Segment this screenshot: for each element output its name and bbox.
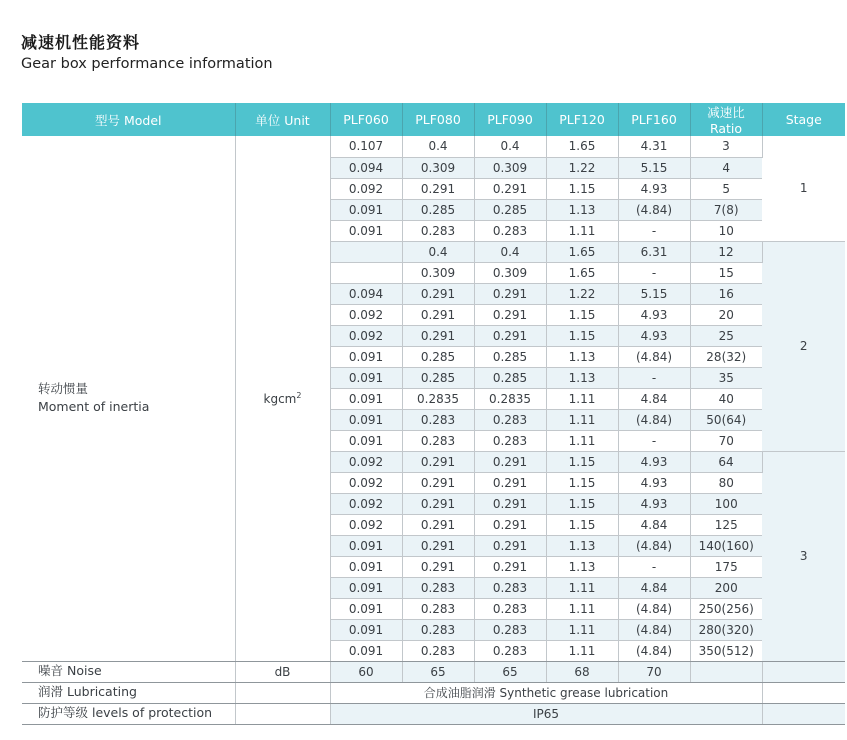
value-cell-plf120: 1.15 [546, 451, 618, 472]
value-cell-plf080: 0.291 [402, 556, 474, 577]
value-cell-plf090: 0.291 [474, 451, 546, 472]
ratio-cell: 175 [690, 556, 762, 577]
ratio-cell: 80 [690, 472, 762, 493]
value-cell-plf160: 4.31 [618, 136, 690, 157]
ratio-cell: 7(8) [690, 199, 762, 220]
protection-row [22, 703, 845, 724]
value-cell-plf060: 0.092 [330, 304, 402, 325]
ratio-cell: 350(512) [690, 640, 762, 661]
ratio-cell: 12 [690, 241, 762, 262]
noise-ratio-empty [690, 661, 762, 682]
value-cell-plf160: 4.93 [618, 178, 690, 199]
value-cell-plf060: 0.091 [330, 388, 402, 409]
column-header-plf090: PLF090 [474, 103, 546, 136]
value-cell-plf160: (4.84) [618, 598, 690, 619]
lubricating-stage-empty [762, 682, 845, 703]
ratio-cell: 125 [690, 514, 762, 535]
value-cell-plf080: 0.283 [402, 598, 474, 619]
performance-table [22, 103, 845, 725]
protection-stage-empty [762, 703, 845, 724]
value-cell-plf060: 0.092 [330, 472, 402, 493]
value-cell-plf090: 0.291 [474, 556, 546, 577]
value-cell-plf080: 0.283 [402, 577, 474, 598]
value-cell-plf060: 0.091 [330, 430, 402, 451]
protection-label: 防护等级 levels of protection [22, 703, 235, 724]
noise-label: 噪音 Noise [22, 661, 235, 682]
ratio-cell: 70 [690, 430, 762, 451]
value-cell-plf060: 0.092 [330, 178, 402, 199]
value-cell-plf080: 0.291 [402, 535, 474, 556]
value-cell-plf080: 0.291 [402, 493, 474, 514]
value-cell-plf120: 1.11 [546, 409, 618, 430]
stage-group-3: 3 [762, 451, 845, 661]
column-header-plf080: PLF080 [402, 103, 474, 136]
value-cell-plf080: 0.285 [402, 346, 474, 367]
value-cell-plf090: 0.283 [474, 577, 546, 598]
value-cell-plf090: 0.283 [474, 220, 546, 241]
column-header-plf060: PLF060 [330, 103, 402, 136]
ratio-cell: 250(256) [690, 598, 762, 619]
value-cell-plf120: 1.13 [546, 535, 618, 556]
value-cell-plf090: 0.4 [474, 136, 546, 157]
value-cell-plf060: 0.091 [330, 598, 402, 619]
value-cell-plf160: - [618, 220, 690, 241]
column-header-plf160: PLF160 [618, 103, 690, 136]
value-cell-plf120: 1.22 [546, 157, 618, 178]
page-header [21, 30, 273, 72]
noise-unit: dB [235, 661, 330, 682]
lubricating-unit-empty [235, 682, 330, 703]
value-cell-plf080: 0.291 [402, 304, 474, 325]
value-cell-plf120: 1.13 [546, 199, 618, 220]
value-cell-plf080: 0.4 [402, 241, 474, 262]
value-cell-plf060 [330, 262, 402, 283]
ratio-cell: 35 [690, 367, 762, 388]
value-cell-plf160: (4.84) [618, 199, 690, 220]
value-cell-plf060: 0.091 [330, 619, 402, 640]
value-cell-plf060: 0.091 [330, 346, 402, 367]
value-cell-plf160: - [618, 430, 690, 451]
value-cell-plf090: 0.2835 [474, 388, 546, 409]
value-cell-plf160: (4.84) [618, 619, 690, 640]
value-cell-plf160: - [618, 262, 690, 283]
value-cell-plf060: 0.092 [330, 325, 402, 346]
lubricating-value: 合成油脂润滑 Synthetic grease lubrication [330, 682, 762, 703]
value-cell-plf080: 0.291 [402, 283, 474, 304]
value-cell-plf120: 1.13 [546, 367, 618, 388]
stage-group-2: 2 [762, 241, 845, 451]
value-cell-plf160: 4.84 [618, 577, 690, 598]
value-cell-plf060: 0.107 [330, 136, 402, 157]
lubricating-label: 润滑 Lubricating [22, 682, 235, 703]
ratio-cell: 50(64) [690, 409, 762, 430]
value-cell-plf090: 0.283 [474, 619, 546, 640]
value-cell-plf120: 1.65 [546, 262, 618, 283]
column-header-unit: 单位 Unit [235, 103, 330, 136]
page-title-zh: 减速机性能资料 [21, 33, 141, 52]
value-cell-plf120: 1.13 [546, 346, 618, 367]
noise-value-plf090: 65 [474, 661, 546, 682]
inertia-data-row [22, 136, 845, 157]
value-cell-plf160: (4.84) [618, 409, 690, 430]
value-cell-plf120: 1.11 [546, 388, 618, 409]
value-cell-plf090: 0.4 [474, 241, 546, 262]
ratio-cell: 4 [690, 157, 762, 178]
value-cell-plf160: (4.84) [618, 346, 690, 367]
value-cell-plf080: 0.309 [402, 262, 474, 283]
value-cell-plf080: 0.291 [402, 472, 474, 493]
value-cell-plf080: 0.283 [402, 430, 474, 451]
value-cell-plf160: 4.84 [618, 388, 690, 409]
value-cell-plf080: 0.283 [402, 409, 474, 430]
value-cell-plf120: 1.11 [546, 430, 618, 451]
value-cell-plf160: (4.84) [618, 640, 690, 661]
row-label-moment-of-inertia [22, 136, 235, 661]
value-cell-plf160: 4.93 [618, 472, 690, 493]
row-label-zh: 转动惯量 [38, 380, 89, 396]
value-cell-plf160: 4.93 [618, 325, 690, 346]
noise-value-plf080: 65 [402, 661, 474, 682]
unit-superscript: 2 [296, 390, 302, 400]
value-cell-plf120: 1.11 [546, 598, 618, 619]
value-cell-plf060: 0.092 [330, 451, 402, 472]
value-cell-plf120: 1.15 [546, 325, 618, 346]
value-cell-plf090: 0.285 [474, 367, 546, 388]
value-cell-plf120: 1.11 [546, 640, 618, 661]
noise-value-plf120: 68 [546, 661, 618, 682]
value-cell-plf090: 0.291 [474, 493, 546, 514]
value-cell-plf160: 5.15 [618, 157, 690, 178]
value-cell-plf160: (4.84) [618, 535, 690, 556]
value-cell-plf090: 0.285 [474, 346, 546, 367]
value-cell-plf080: 0.285 [402, 199, 474, 220]
value-cell-plf080: 0.285 [402, 367, 474, 388]
value-cell-plf160: - [618, 556, 690, 577]
value-cell-plf160: 4.84 [618, 514, 690, 535]
value-cell-plf060: 0.092 [330, 493, 402, 514]
value-cell-plf080: 0.309 [402, 157, 474, 178]
value-cell-plf120: 1.65 [546, 136, 618, 157]
value-cell-plf060: 0.091 [330, 640, 402, 661]
value-cell-plf080: 0.291 [402, 178, 474, 199]
value-cell-plf120: 1.11 [546, 619, 618, 640]
value-cell-plf090: 0.291 [474, 535, 546, 556]
value-cell-plf090: 0.283 [474, 409, 546, 430]
noise-value-plf060: 60 [330, 661, 402, 682]
ratio-cell: 100 [690, 493, 762, 514]
ratio-cell: 20 [690, 304, 762, 325]
ratio-cell: 28(32) [690, 346, 762, 367]
value-cell-plf060: 0.091 [330, 556, 402, 577]
value-cell-plf090: 0.291 [474, 283, 546, 304]
table-header-row [22, 103, 845, 136]
value-cell-plf160: 4.93 [618, 493, 690, 514]
value-cell-plf080: 0.283 [402, 619, 474, 640]
value-cell-plf060: 0.091 [330, 409, 402, 430]
unit-cell-kgcm2: kgcm$^2$ [235, 136, 330, 661]
value-cell-plf160: 5.15 [618, 283, 690, 304]
value-cell-plf120: 1.65 [546, 241, 618, 262]
value-cell-plf120: 1.15 [546, 304, 618, 325]
value-cell-plf160: - [618, 367, 690, 388]
value-cell-plf090: 0.291 [474, 472, 546, 493]
noise-value-plf160: 70 [618, 661, 690, 682]
value-cell-plf090: 0.309 [474, 262, 546, 283]
value-cell-plf060: 0.091 [330, 577, 402, 598]
value-cell-plf090: 0.283 [474, 598, 546, 619]
value-cell-plf080: 0.283 [402, 220, 474, 241]
value-cell-plf160: 6.31 [618, 241, 690, 262]
value-cell-plf080: 0.283 [402, 640, 474, 661]
value-cell-plf120: 1.11 [546, 220, 618, 241]
value-cell-plf120: 1.15 [546, 514, 618, 535]
value-cell-plf060: 0.091 [330, 535, 402, 556]
page-title-en: Gear box performance information [21, 56, 273, 72]
column-header-stage: Stage [762, 103, 845, 136]
ratio-cell: 5 [690, 178, 762, 199]
ratio-cell: 15 [690, 262, 762, 283]
value-cell-plf120: 1.11 [546, 577, 618, 598]
ratio-cell: 40 [690, 388, 762, 409]
value-cell-plf160: 4.93 [618, 304, 690, 325]
column-header-model: 型号 Model [22, 103, 235, 136]
value-cell-plf120: 1.15 [546, 178, 618, 199]
lubricating-row [22, 682, 845, 703]
ratio-cell: 10 [690, 220, 762, 241]
value-cell-plf120: 1.22 [546, 283, 618, 304]
value-cell-plf090: 0.291 [474, 178, 546, 199]
value-cell-plf120: 1.15 [546, 472, 618, 493]
value-cell-plf120: 1.13 [546, 556, 618, 577]
value-cell-plf090: 0.283 [474, 640, 546, 661]
value-cell-plf060 [330, 241, 402, 262]
value-cell-plf090: 0.291 [474, 325, 546, 346]
value-cell-plf060: 0.091 [330, 199, 402, 220]
ratio-cell: 280(320) [690, 619, 762, 640]
value-cell-plf090: 0.285 [474, 199, 546, 220]
value-cell-plf120: 1.15 [546, 493, 618, 514]
value-cell-plf060: 0.091 [330, 220, 402, 241]
value-cell-plf080: 0.291 [402, 325, 474, 346]
protection-value: IP65 [330, 703, 762, 724]
ratio-cell: 140(160) [690, 535, 762, 556]
value-cell-plf090: 0.309 [474, 157, 546, 178]
value-cell-plf160: 4.93 [618, 451, 690, 472]
value-cell-plf060: 0.094 [330, 157, 402, 178]
column-header-plf120: PLF120 [546, 103, 618, 136]
noise-stage-empty [762, 661, 845, 682]
value-cell-plf080: 0.291 [402, 451, 474, 472]
value-cell-plf090: 0.283 [474, 430, 546, 451]
value-cell-plf060: 0.094 [330, 283, 402, 304]
value-cell-plf060: 0.091 [330, 367, 402, 388]
value-cell-plf080: 0.2835 [402, 388, 474, 409]
ratio-cell: 3 [690, 136, 762, 157]
protection-unit-empty [235, 703, 330, 724]
row-label-en: Moment of inertia [38, 399, 150, 415]
ratio-cell: 16 [690, 283, 762, 304]
ratio-cell: 25 [690, 325, 762, 346]
value-cell-plf080: 0.291 [402, 514, 474, 535]
column-header-ratio: 减速比 Ratio [690, 103, 762, 136]
value-cell-plf090: 0.291 [474, 514, 546, 535]
noise-row [22, 661, 845, 682]
stage-group-1: 1 [762, 136, 845, 241]
ratio-cell: 64 [690, 451, 762, 472]
value-cell-plf060: 0.092 [330, 514, 402, 535]
ratio-cell: 200 [690, 577, 762, 598]
value-cell-plf090: 0.291 [474, 304, 546, 325]
value-cell-plf080: 0.4 [402, 136, 474, 157]
